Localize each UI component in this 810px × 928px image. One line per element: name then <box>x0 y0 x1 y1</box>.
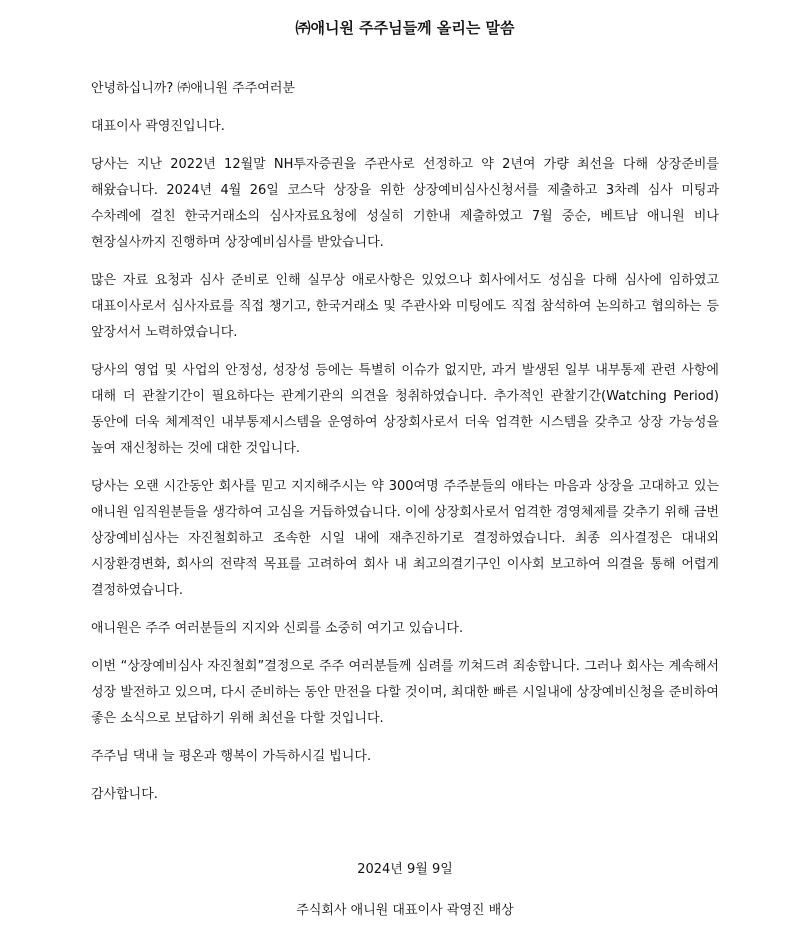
wishes-paragraph: 주주님 댁내 늘 평온과 행복이 가득하시길 빕니다. <box>91 749 372 764</box>
apology-paragraph: 이번 “상장예비심사 자진철회”결정으로 주주 여러분들께 심려를 끼쳐드려 죄송합니다. 그러나 회사는 계속해서 성장 발전하고 있으며, 다시 준비하는 동안 만전을 다할 것이며, 최대한 빠른 시일내에 상장예비신청을 준비하여 좋은 소식으로 보답하기 위해 최선을 다할 것입니다. <box>91 659 719 726</box>
greeting-paragraph: 안녕하십니까? ㈜애니원 주주여러분 <box>91 81 295 96</box>
ipo-preparation-paragraph: 당사는 지난 2022년 12월말 NH투자증권을 주관사로 선정하고 약 2년여 가량 최선을 다해 상장준비를 해왔습니다. 2024년 4월 26일 코스닥 상장을 위한 상장예비심사신청서를 제출하고 3차례 심사 미팅과 수차례에 걸친 한국거래소의 심사자료요청에 성실히 기한내 제출하였고 7월 중순, 베트남 애니원 비나 현장실사까지 진행하며 상장예비심사를 받았습니다. <box>91 157 719 250</box>
trust-paragraph: 애니원은 주주 여러분들의 지지와 신뢰를 소중히 여기고 있습니다. <box>91 621 464 636</box>
review-effort-paragraph: 많은 자료 요청과 심사 준비로 인해 실무상 애로사항은 있었으나 회사에서도 성심을 다해 심사에 임하였고 대표이사로서 심사자료를 직접 챙기고, 한국거래소 및 주관사와 미팅에도 직접 참석하여 논의하고 협의하는 등 앞장서서 노력하였습니다. <box>91 273 719 340</box>
letter-date: 2024년 9월 9일 <box>357 862 453 877</box>
observation-period-paragraph: 당사의 영업 및 사업의 안정성, 성장성 등에는 특별히 이슈가 없지만, 과거 발생된 일부 내부통제 관련 사항에 대해 더 관찰기간이 필요하다는 관계기관의 의견을 청취하였습니다. 추가적인 관찰기간(Watching Period)동안에 더욱 체계적인 내부통제시스템을 운영하여 상장회사로서 더욱 엄격한 시스템을 갖추고 상장 가능성을 높여 재신청하는 것에 대한 것입니다. <box>91 363 719 456</box>
letter-body <box>91 76 719 820</box>
letter-title: ㈜애니원 주주님들께 올리는 말씀 <box>295 19 515 37</box>
introduction-paragraph: 대표이사 곽영진입니다. <box>91 119 225 134</box>
letter-signature: 주식회사 애니원 대표이사 곽영진 배상 <box>296 903 514 918</box>
withdrawal-decision-paragraph: 당사는 오랜 시간동안 회사를 믿고 지지해주시는 약 300여명 주주분들의 애타는 마음과 상장을 고대하고 있는 애니원 임직원분들을 생각하여 고심을 거듭하였습니다. 이에 상장회사로서 엄격한 경영체제를 갖추기 위해 금번 상장예비심사는 자진철회하고 조속한 시일 내에 재추진하기로 결정하였습니다. 최종 의사결정은 대내외 시장환경변화, 회사의 전략적 목표를 고려하여 회사 내 최고의결기구인 이사회 보고하여 의결을 통해 어렵게 결정하였습니다. <box>91 479 719 598</box>
thanks-paragraph: 감사합니다. <box>91 787 158 802</box>
